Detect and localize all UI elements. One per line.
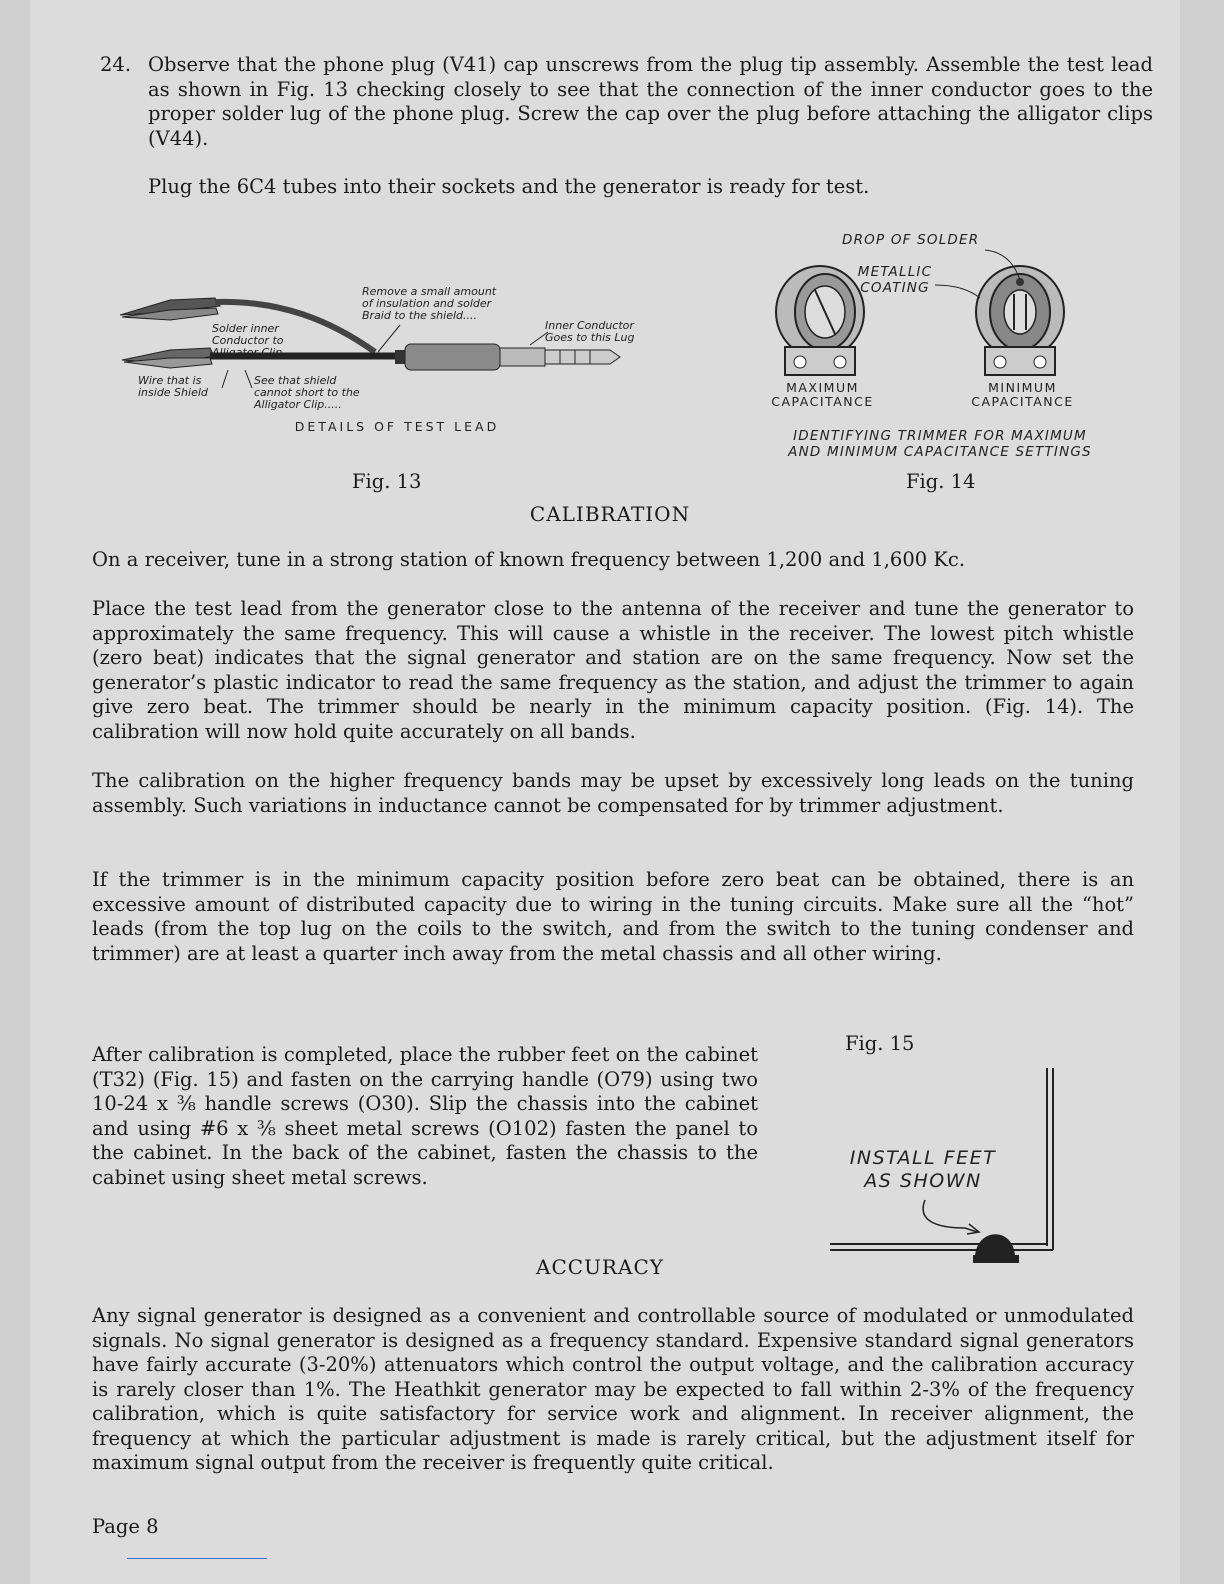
rubber-foot [975, 1234, 1015, 1256]
label-maximum-capacitance: MAXIMUM CAPACITANCE [771, 380, 874, 409]
fig14-caption: Fig. 14 [906, 470, 976, 493]
calibration-paragraph-5: After calibration is completed, place the rubber feet on the cabinet (T32) (Fig. 15) and fasten on the carrying handle (O79) using two 10-24 x ⅜ handle screws (O30). Slip the chassis into the cabinet and using #6 x ⅜ sheet metal screws (O102) fasten the panel to the cabinet. In the back of the cabinet, fasten the chassis to the cabinet using sheet metal screws. [92, 1043, 758, 1189]
calibration-paragraph-4: If the trimmer is in the minimum capacity position before zero beat can be obtained, there is an excessive amount of distributed capacity due to wiring in the tuning circuits. Make sure all the “hot” leads (from the top lug on the coils to the switch, and from the switch to the tuning condenser and trimmer) are at least a quarter inch away from the metal chassis and all other wiring. [92, 868, 1134, 965]
label-solder-inner: Solder inner Conductor to Alligator Clip [212, 322, 284, 359]
step-number: 24. [100, 53, 132, 76]
label-wire-inside: Wire that is inside Shield [138, 374, 208, 399]
fig13-title: DETAILS OF TEST LEAD [294, 419, 500, 434]
footer-rule [127, 1558, 267, 1559]
label-drop-of-solder: DROP OF SOLDER [842, 232, 980, 248]
fig14-subtitle: IDENTIFYING TRIMMER FOR MAXIMUM AND MINIMUM CAPACITANCE SETTINGS [788, 428, 1092, 460]
install-feet-note: INSTALL FEET AS SHOWN [849, 1147, 997, 1192]
phone-plug-body [405, 344, 500, 370]
page-number: Page 8 [92, 1515, 159, 1538]
fig15-caption: Fig. 15 [845, 1032, 915, 1055]
step-24-text: Observe that the phone plug (V41) cap unscrews from the plug tip assembly. Assemble the test lead as shown in Fig. 13 checking closely to see that the connection of the inner conductor goes to the proper solder lug of the phone plug. Screw the cap over the plug before attaching the alligator clips (V44). [148, 53, 1153, 150]
accuracy-paragraph: Any signal generator is designed as a convenient and controllable source of modulated or unmodulated signals. No signal generator is designed as a frequency standard. Expensive standard signal generators have fairly accurate (3-20%) attenuators which control the output voltage, and the calibration accuracy is rarely closer than 1%. The Heathkit generator may be expected to fall within 2-3% of the frequency calibration, which is quite satisfactory for service work and alignment. In receiver alignment, the frequency at which the particular adjustment is made is rarely critical, but the adjustment itself for maximum signal output from the receiver is frequently quite critical. [92, 1304, 1134, 1474]
calibration-paragraph-1: On a receiver, tune in a strong station of known frequency between 1,200 and 1,600 Kc. [92, 548, 966, 571]
lower-alligator-clip [122, 348, 214, 368]
calibration-heading: CALIBRATION [529, 502, 691, 526]
calibration-paragraph-2: Place the test lead from the generator close to the antenna of the receiver and tune the generator to approximately the same frequency. This will cause a whistle in the receiver. The lowest pitch whistle (zero beat) indicates that the signal generator and station are on the same frequency. Now set the generator’s plastic indicator to read the same frequency as the station, and adjust the trimmer to again give zero beat. The trimmer should be nearly in the minimum capacity position. (Fig. 14). The calibration will now hold quite accurately on all bands. [92, 597, 1134, 743]
label-see-shield: See that shield cannot short to the Alligator Clip..... [254, 374, 360, 411]
calibration-paragraph-3: The calibration on the higher frequency bands may be upset by excessively long leads on the tuning assembly. Such variations in inductance cannot be compensated for by trimmer adjustment. [92, 769, 1134, 817]
label-minimum-capacitance: MINIMUM CAPACITANCE [971, 380, 1074, 409]
fig14-pointers [930, 240, 1130, 320]
accuracy-heading: ACCURACY [536, 1255, 664, 1279]
label-inner-conductor: Inner Conductor Goes to this Lug [545, 319, 635, 344]
step-24-followup: Plug the 6C4 tubes into their sockets and the generator is ready for test. [148, 175, 870, 198]
label-metallic-coating: METALLIC COATING [857, 264, 933, 296]
fig13-caption: Fig. 13 [352, 470, 422, 493]
upper-alligator-clip [120, 298, 220, 320]
label-remove-insulation: Remove a small amount of insulation and solder Braid to the shield.... [362, 285, 497, 322]
